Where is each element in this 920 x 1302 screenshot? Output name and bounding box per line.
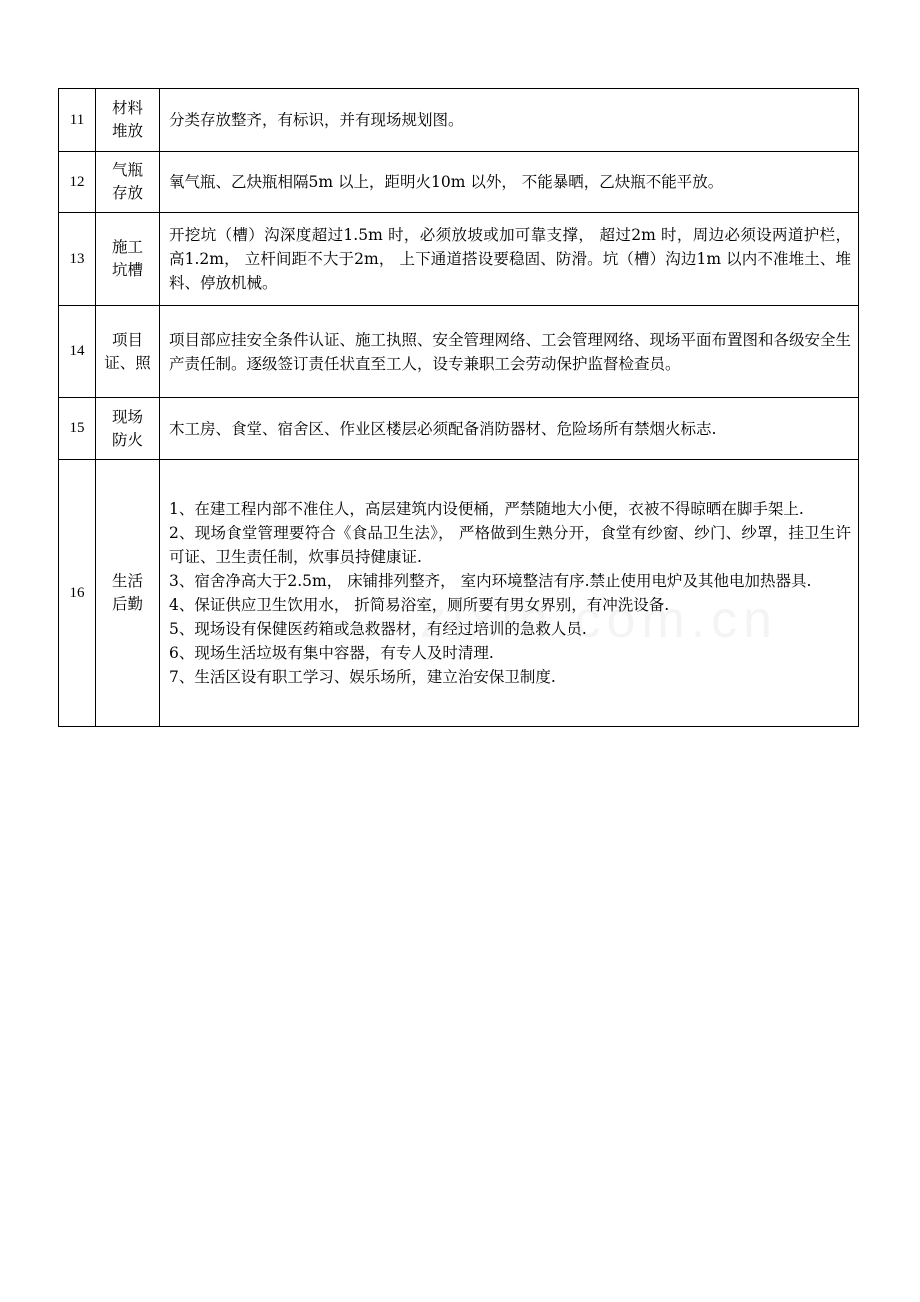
- row-number: 15: [59, 398, 96, 460]
- content-line: 5、现场设有保健医药箱或急救器材，有经过培训的急救人员.: [169, 620, 587, 638]
- category-line: 证、照: [104, 353, 151, 372]
- content-line: 3、宿舍净高大于2.5m， 床铺排列整齐， 室内环境整洁有序.禁止使用电炉及其他电加热器具.: [169, 572, 812, 590]
- content-line: 6、现场生活垃圾有集中容器，有专人及时清理.: [169, 644, 494, 662]
- category-line: 项目: [111, 330, 143, 349]
- row-category: [96, 460, 160, 727]
- row-content: [160, 89, 859, 152]
- row-category: [96, 306, 160, 398]
- row-content: [160, 306, 859, 398]
- row-number: 14: [59, 306, 96, 398]
- safety-requirements-table: [58, 88, 859, 727]
- row-number: 13: [59, 213, 96, 306]
- content-line: 7、生活区设有职工学习、娱乐场所，建立治安保卫制度.: [169, 668, 556, 686]
- category-line: 生活: [111, 572, 143, 590]
- category-line: 气瓶: [111, 161, 143, 179]
- table-row: [59, 398, 859, 460]
- category-line: 坑槽: [111, 261, 143, 279]
- table-row: [59, 213, 859, 306]
- table-row: [59, 152, 859, 213]
- row-category: [96, 213, 160, 306]
- row-number: 11: [59, 89, 96, 152]
- category-line: 施工: [111, 238, 143, 256]
- row-content: [160, 152, 859, 213]
- row-category: [96, 152, 160, 213]
- category-line: 存放: [111, 184, 143, 202]
- table-row: [59, 89, 859, 152]
- category-line: 防火: [111, 430, 143, 449]
- content-line: 分类存放整齐，有标识，并有现场规划图。: [169, 111, 464, 129]
- row-content: [160, 213, 859, 306]
- content-line: 项目部应挂安全条件认证、施工执照、安全管理网络、工会管理网络、现场平面布置图和各级安全生产责任制。逐级签订责任状直至工人，设专兼职工会劳动保护监督检查员。: [169, 330, 852, 373]
- category-line: 后勤: [111, 595, 143, 613]
- table-row: [59, 460, 859, 727]
- content-line: 1、在建工程内部不准住人，高层建筑内设便桶，严禁随地大小便，衣被不得晾晒在脚手架上.: [169, 500, 804, 518]
- content-line: 开挖坑（槽）沟深度超过1.5m 时，必须放坡或加可靠支撑， 超过2m 时，周边必须设两道护栏，高1.2m， 立杆间距不大于2m， 上下通道搭设要稳固、防滑。坑（槽）沟边1m 以内不准堆土、堆料、停放机械。: [169, 226, 851, 292]
- category-line: 材料: [111, 99, 143, 117]
- row-number: 16: [59, 460, 96, 727]
- category-line: 现场: [111, 407, 143, 426]
- document-sheet: [58, 88, 859, 727]
- content-line: 2、现场食堂管理要符合《食品卫生法》， 严格做到生熟分开，食堂有纱窗、纱门、纱罩，挂卫生许可证、卫生责任制，炊事员持健康证.: [169, 524, 851, 566]
- row-content: [160, 460, 859, 727]
- row-category: [96, 398, 160, 460]
- content-line: 4、保证供应卫生饮用水， 折简易浴室，厕所要有男女界别，有冲洗设备.: [169, 596, 670, 614]
- row-content: [160, 398, 859, 460]
- content-line: 氧气瓶、乙炔瓶相隔5m 以上，距明火10m 以外， 不能暴晒，乙炔瓶不能平放。: [169, 173, 724, 191]
- row-category: [96, 89, 160, 152]
- table-row: [59, 306, 859, 398]
- row-number: 12: [59, 152, 96, 213]
- category-line: 堆放: [111, 122, 143, 140]
- content-line: 木工房、食堂、宿舍区、作业区楼层必须配备消防器材、危险场所有禁烟火标志.: [169, 419, 717, 438]
